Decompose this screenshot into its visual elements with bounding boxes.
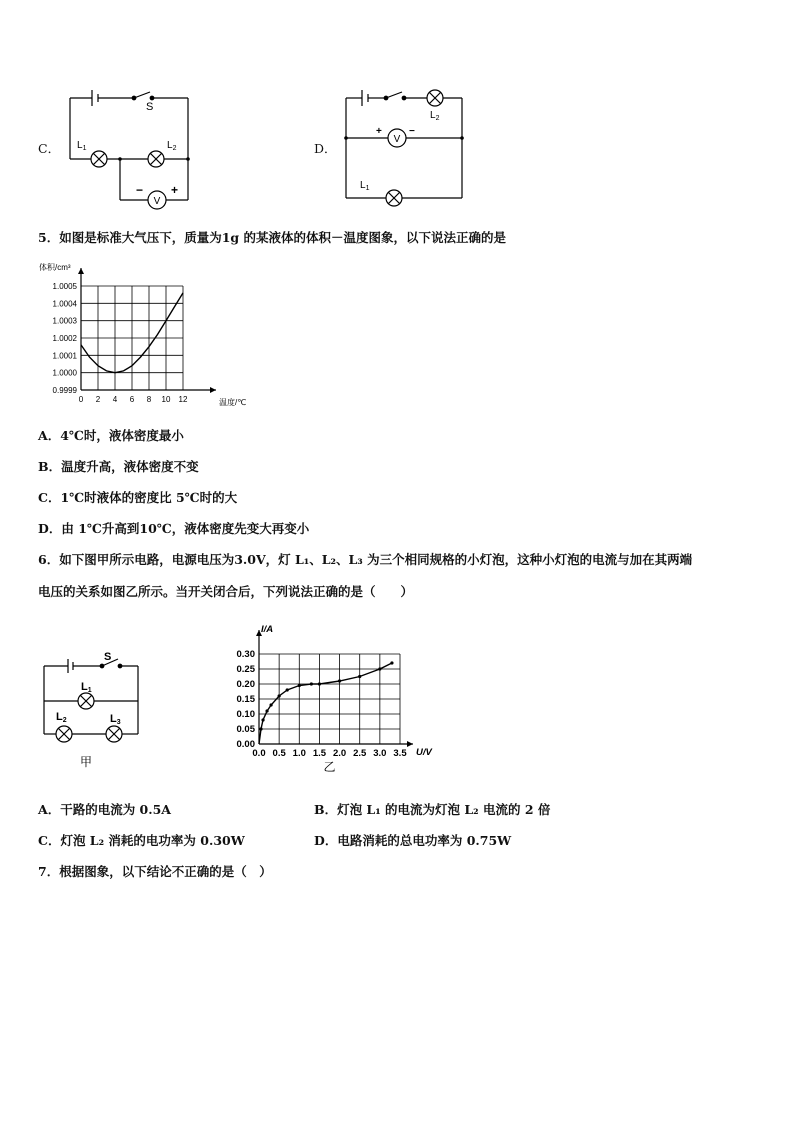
- l2-label: $L_2$: [167, 140, 177, 152]
- y-tick-label: 0.05: [236, 724, 255, 735]
- y-tick-label: 0.00: [236, 739, 255, 750]
- q7-stem: 7．根据图象，以下结论不正确的是（ ）: [38, 864, 272, 879]
- lamp-l1-icon: [386, 190, 402, 206]
- x-tick-label: 12: [178, 395, 188, 404]
- q5-option-b: B．温度升高，液体密度不变: [38, 459, 199, 474]
- circuit-c: [60, 82, 210, 212]
- y-tick-label: 1.0002: [52, 334, 77, 343]
- x-tick-label: 2.0: [332, 748, 347, 759]
- y-tick-label: 1.0003: [52, 316, 77, 326]
- y-axis-arrow: [78, 268, 84, 274]
- data-point: [298, 684, 301, 687]
- x-tick-label: 3.0: [373, 748, 387, 759]
- q6-option-d: D．电路消耗的总电功率为 0.75W: [314, 833, 512, 848]
- circuit-d: [336, 82, 476, 212]
- minus-label: −: [136, 183, 144, 197]
- data-point: [338, 679, 341, 682]
- y-tick-label: 0.9999: [52, 386, 77, 395]
- lamp-l2-icon: [427, 90, 443, 106]
- y-axis-label: 体积/cm³: [39, 263, 71, 272]
- lamp-l2-icon: [56, 726, 72, 742]
- plus-label: +: [171, 183, 179, 197]
- x-tick-label: 0: [78, 395, 84, 404]
- x-axis-label: U/V: [416, 747, 432, 758]
- q6-option-b: B．灯泡 L₁ 的电流为灯泡 L₂ 电流的 2 倍: [314, 802, 551, 817]
- y-tick-label: 1.0001: [52, 351, 77, 361]
- l3-label: L3: [110, 713, 121, 726]
- option-d-label: D．: [314, 141, 337, 156]
- circuit-jia: [34, 648, 154, 772]
- plus-label: +: [376, 126, 382, 137]
- current-voltage-chart: [224, 618, 432, 776]
- q5-option-c: C．1℃时液体的密度比 5℃时的大: [38, 490, 238, 505]
- figure-caption-yi: 乙: [323, 760, 336, 774]
- y-tick-label: 0.25: [236, 664, 255, 675]
- q5-stem: 5．如图是标准大气压下，质量为1g 的某液体的体积－温度图象，以下说法正确的是: [38, 230, 506, 245]
- x-tick-label: 4: [112, 395, 118, 404]
- q6-stem-line2: 电压的关系如图乙所示。当开关闭合后，下列说法正确的是（ ）: [38, 584, 414, 599]
- y-tick-label: 0.20: [236, 679, 255, 690]
- switch-label: S: [146, 101, 154, 113]
- l1-label: L1: [81, 681, 92, 694]
- q6-stem-line1: 6．如下图甲所示电路，电源电压为3.0V，灯 L₁、L₂、L₃ 为三个相同规格的小灯泡，这种小灯泡的电流与加在其两端: [38, 552, 693, 567]
- x-axis-arrow: [210, 387, 216, 393]
- switch-label: S: [104, 651, 112, 663]
- x-tick-label: 6: [129, 395, 135, 404]
- x-axis-arrow: [407, 741, 413, 747]
- data-point: [358, 675, 361, 678]
- voltmeter-label: V: [393, 134, 401, 145]
- data-point: [265, 709, 268, 712]
- lamp-l1-icon: [91, 151, 107, 167]
- q5-option-d: D．由 1℃升高到10℃，液体密度先变大再变小: [38, 521, 310, 536]
- data-point: [378, 667, 381, 670]
- switch-icon: [134, 92, 150, 98]
- q5-option-a: A．4℃时，液体密度最小: [38, 428, 184, 443]
- data-point: [259, 727, 262, 730]
- x-tick-label: 0.5: [272, 748, 286, 759]
- q6-option-c: C．灯泡 L₂ 消耗的电功率为 0.30W: [38, 833, 245, 848]
- data-point: [269, 703, 272, 706]
- data-point: [286, 688, 289, 691]
- y-tick-label: 1.0000: [52, 368, 77, 378]
- lamp-l3-icon: [106, 726, 122, 742]
- x-tick-label: 8: [146, 395, 152, 404]
- l1-label: $L_1$: [77, 140, 87, 152]
- volume-temperature-chart: [36, 256, 247, 414]
- y-tick-label: 1.0005: [52, 282, 77, 291]
- l2-label: L2: [56, 711, 67, 724]
- y-tick-label: 0.30: [236, 649, 255, 660]
- figure-caption-jia: 甲: [80, 755, 93, 769]
- lamp-l2-icon: [148, 151, 164, 167]
- x-axis-label: 温度/℃: [219, 398, 247, 407]
- data-point: [278, 694, 281, 697]
- y-tick-label: 1.0004: [52, 299, 77, 309]
- x-tick-label: 3.5: [393, 748, 407, 759]
- x-tick-label: 1.5: [312, 748, 327, 759]
- x-tick-label: 2: [95, 395, 101, 404]
- data-point: [310, 682, 313, 685]
- lamp-l1-icon: [78, 693, 94, 709]
- x-tick-label: 0.0: [252, 748, 266, 759]
- data-point: [261, 718, 264, 721]
- l1-label: $L_1$: [360, 180, 370, 192]
- data-point: [318, 682, 321, 685]
- switch-icon: [386, 92, 402, 98]
- minus-label: −: [409, 126, 415, 137]
- voltmeter-label: V: [153, 196, 161, 207]
- x-tick-label: 10: [161, 395, 171, 404]
- l2-label: $L_2$: [430, 110, 440, 122]
- option-c-label: C．: [38, 141, 61, 156]
- y-axis-label: I/A: [261, 624, 274, 635]
- y-tick-label: 0.10: [236, 709, 255, 720]
- x-tick-label: 2.5: [353, 748, 367, 759]
- y-tick-label: 0.15: [236, 694, 255, 705]
- data-point: [390, 661, 393, 664]
- x-tick-label: 1.0: [292, 748, 306, 759]
- q6-option-a: A．干路的电流为 0.5A: [38, 802, 171, 817]
